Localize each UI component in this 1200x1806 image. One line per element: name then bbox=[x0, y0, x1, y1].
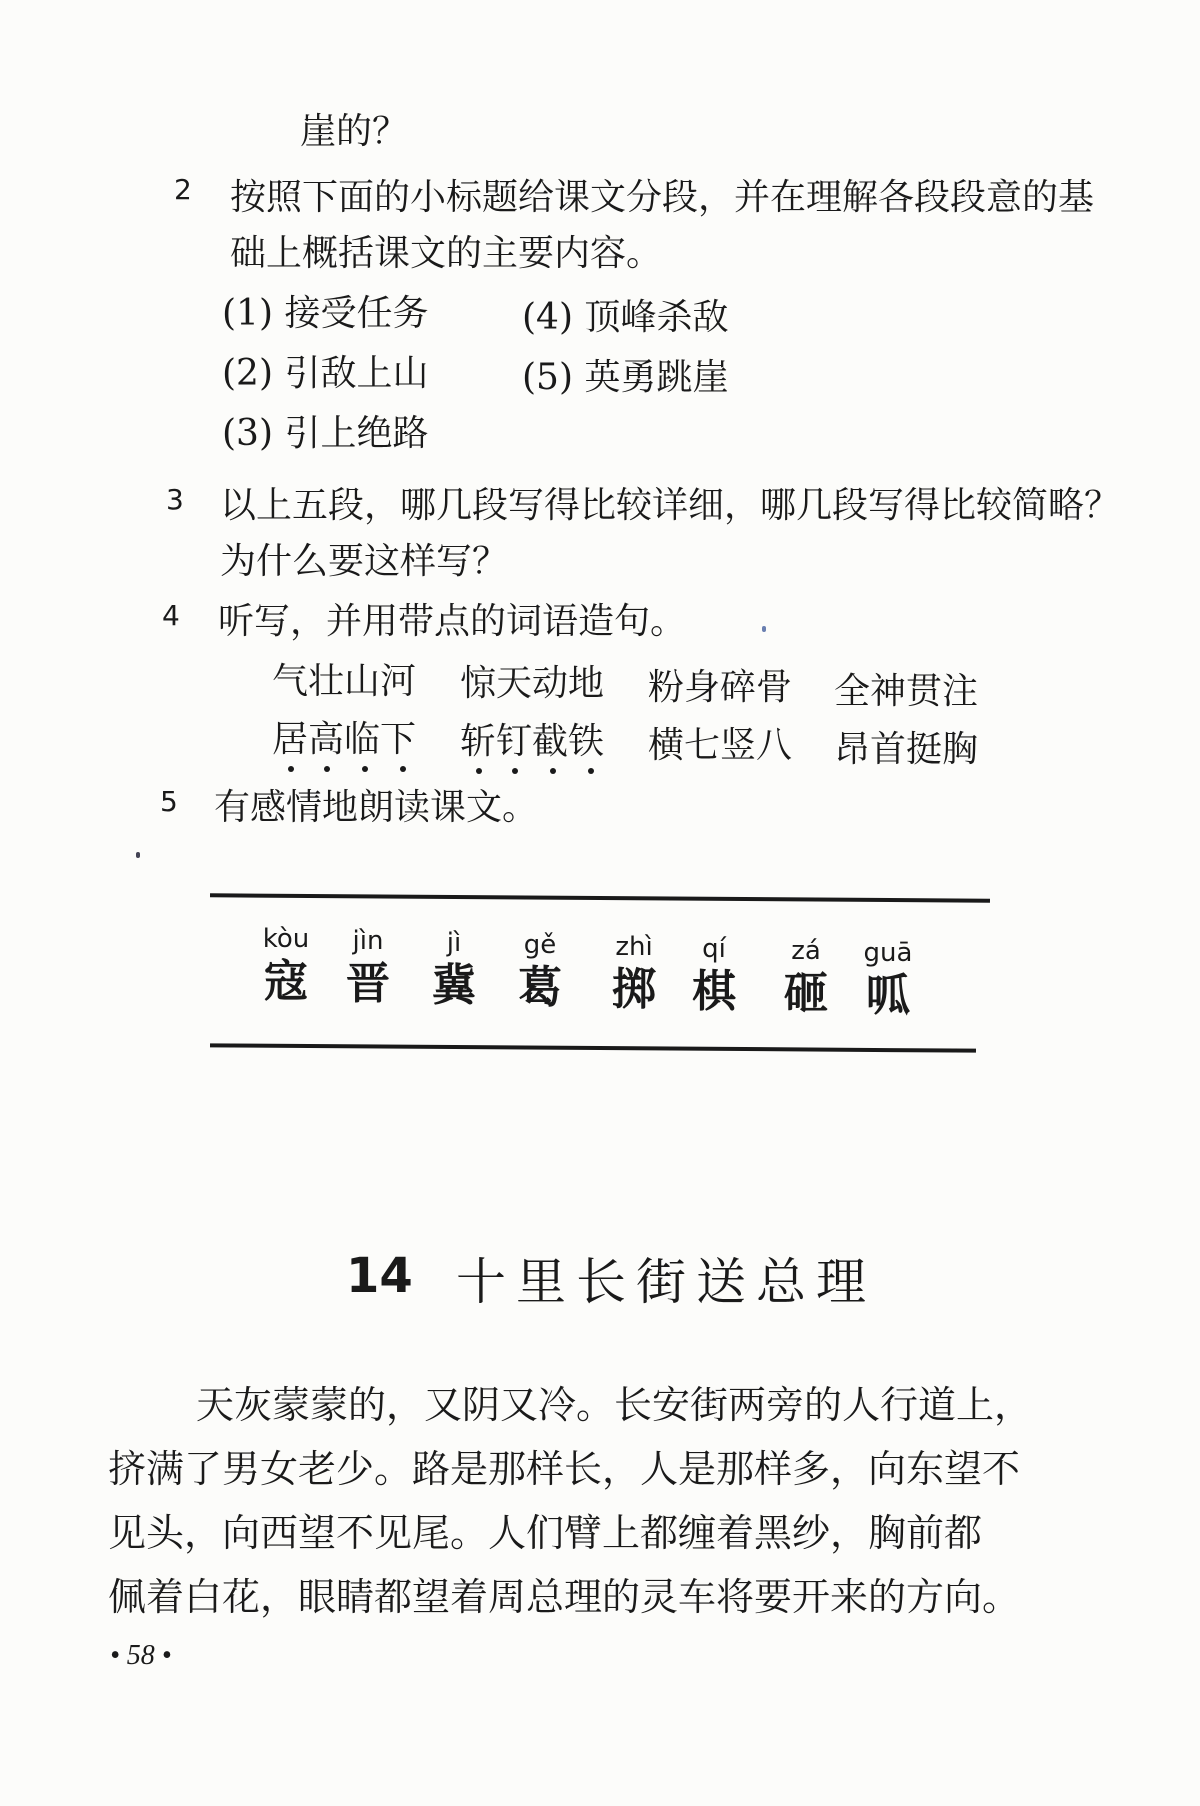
char-cell-ji bbox=[414, 928, 494, 1014]
hanzi-char: 葛 bbox=[518, 962, 562, 1013]
ink-speck bbox=[136, 852, 140, 858]
body-text-line: 佩着白花，眼睛都望着周总理的灵车将要开来的方向。 bbox=[108, 1575, 1021, 1619]
body-text-line: 天灰蒙蒙的，又阴又冷。长安街两旁的人行道上， bbox=[196, 1383, 1033, 1427]
question-2-line-2: 础上概括课文的主要内容。 bbox=[230, 233, 663, 274]
emphasis-dots bbox=[460, 768, 610, 776]
subtitle-item-2: (2) 引敌上山 bbox=[222, 353, 429, 394]
subtitle-item-4: (4) 顶峰杀敌 bbox=[522, 297, 729, 338]
pinyin-label: qí bbox=[702, 934, 726, 964]
hanzi-char: 冀 bbox=[432, 960, 476, 1011]
char-cell-gua bbox=[848, 938, 928, 1024]
question-number-4: 4 bbox=[162, 599, 180, 632]
ink-speck bbox=[762, 626, 766, 632]
subtitle-item-5: (5) 英勇跳崖 bbox=[522, 357, 729, 398]
body-text-line: 挤满了男女老少。路是那样长，人是那样多，向东望不 bbox=[108, 1447, 1021, 1491]
pinyin-label: jìn bbox=[352, 926, 384, 956]
char-cell-jin bbox=[328, 926, 408, 1012]
dictation-word: 全神贯注 bbox=[834, 671, 979, 712]
emphasis-dots bbox=[272, 766, 422, 774]
top-rule bbox=[210, 893, 990, 902]
dictation-word: 粉身碎骨 bbox=[648, 667, 793, 708]
top-fragment: 崖的？ bbox=[300, 111, 409, 152]
bottom-rule bbox=[210, 1043, 976, 1052]
question-3-line-2: 为什么要这样写？ bbox=[220, 541, 509, 582]
char-cell-qi bbox=[674, 934, 754, 1020]
hanzi-char: 晋 bbox=[346, 958, 390, 1009]
dictation-word-dotted: 斩钉截铁 bbox=[460, 721, 605, 762]
pinyin-label: kòu bbox=[262, 924, 310, 954]
hanzi-char: 掷 bbox=[612, 964, 656, 1015]
hanzi-char: 砸 bbox=[784, 968, 828, 1019]
body-text-line: 见头，向西望不见尾。人们臂上都缠着黑纱，胸前都 bbox=[108, 1511, 983, 1555]
hanzi-char: 呱 bbox=[866, 970, 910, 1021]
pinyin-label: zhì bbox=[615, 932, 653, 962]
question-4-line-1: 听写，并用带点的词语造句。 bbox=[218, 601, 687, 642]
pinyin-label: zá bbox=[791, 936, 821, 966]
pinyin-label: guā bbox=[863, 938, 913, 968]
hanzi-char: 棋 bbox=[692, 966, 736, 1017]
question-number-3: 3 bbox=[166, 483, 184, 516]
hanzi-char: 寇 bbox=[264, 956, 308, 1007]
dictation-word: 横七竖八 bbox=[648, 725, 793, 766]
question-2-line-1: 按照下面的小标题给课文分段，并在理解各段段意的基 bbox=[230, 177, 1095, 218]
lesson-title: 十里长街送总理 bbox=[456, 1253, 876, 1311]
char-cell-za bbox=[766, 936, 846, 1022]
question-number-2: 2 bbox=[174, 173, 192, 206]
pinyin-label: gě bbox=[523, 930, 557, 960]
char-cell-zhi bbox=[594, 932, 674, 1018]
subtitle-item-1: (1) 接受任务 bbox=[222, 293, 429, 334]
page-number: • 58 • bbox=[110, 1640, 172, 1671]
lesson-number: 14 bbox=[346, 1248, 413, 1304]
dictation-word: 惊天动地 bbox=[460, 663, 605, 704]
dictation-word: 昂首挺胸 bbox=[834, 729, 979, 770]
question-5-line-1: 有感情地朗读课文。 bbox=[214, 787, 539, 828]
question-number-5: 5 bbox=[160, 785, 178, 818]
question-3-line-1: 以上五段，哪几段写得比较详细，哪几段写得比较简略？ bbox=[220, 485, 1121, 526]
dictation-word-dotted: 居高临下 bbox=[272, 719, 417, 760]
char-cell-kou bbox=[246, 924, 326, 1010]
char-cell-ge bbox=[500, 930, 580, 1016]
pinyin-label: jì bbox=[446, 928, 462, 958]
subtitle-item-3: (3) 引上绝路 bbox=[222, 413, 429, 454]
dictation-word: 气壮山河 bbox=[272, 661, 417, 702]
